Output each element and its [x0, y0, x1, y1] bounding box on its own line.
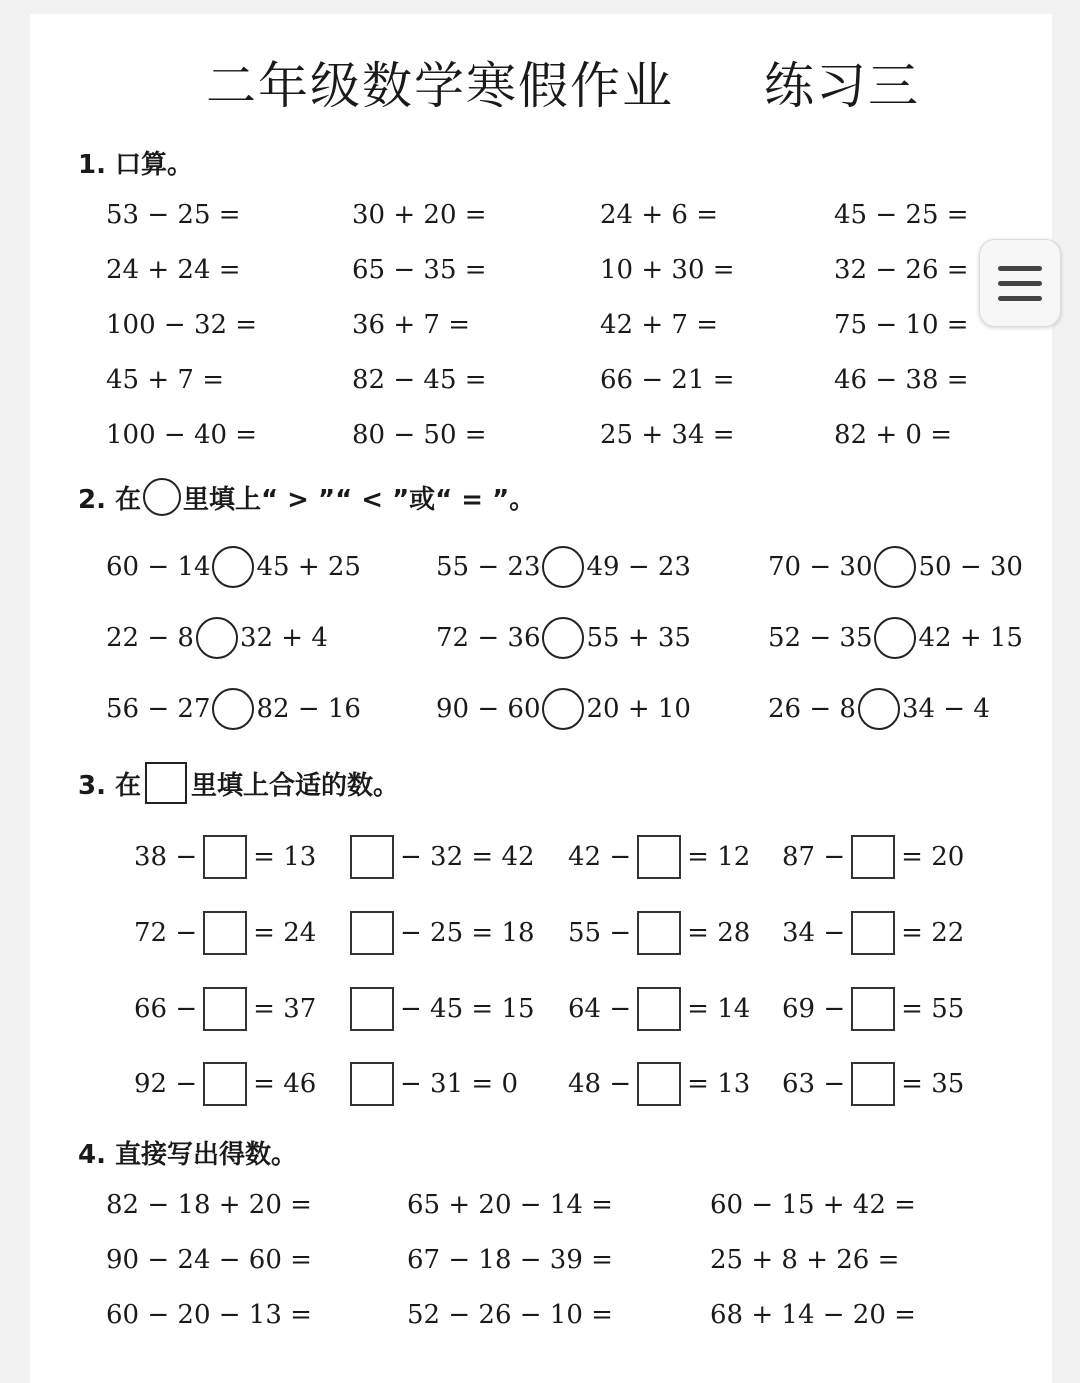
compare-right: 45 + 25 [256, 552, 361, 582]
fill-blank-problem [134, 987, 316, 1031]
oral-calc-problem: 53 − 25 = [106, 200, 241, 230]
fill-answer-box[interactable] [851, 835, 895, 879]
oral-calc-problem: 45 − 25 = [834, 200, 969, 230]
fill-right: = 35 [901, 1069, 965, 1099]
fill-left: 69 − [782, 994, 846, 1024]
oral-calc-problem: 80 − 50 = [352, 420, 487, 450]
compare-left: 60 − 14 [106, 552, 211, 582]
fill-blank-problem [134, 835, 316, 879]
oral-calc-problem: 10 + 30 = [600, 255, 735, 285]
compare-answer-circle[interactable] [874, 617, 916, 659]
fill-left: 66 − [134, 994, 198, 1024]
fill-right: = 20 [901, 842, 965, 872]
menu-button[interactable] [979, 239, 1061, 327]
compare-right: 42 + 15 [918, 623, 1023, 653]
fill-blank-problem [568, 835, 750, 879]
compare-left: 70 − 30 [768, 552, 873, 582]
fill-right: − 25 = 18 [400, 918, 535, 948]
fill-answer-box[interactable] [350, 987, 394, 1031]
oral-calc-problem: 24 + 24 = [106, 255, 241, 285]
fill-answer-box[interactable] [637, 835, 681, 879]
compare-problem [436, 688, 691, 730]
compare-right: 20 + 10 [586, 694, 691, 724]
fill-blank-problem [344, 987, 535, 1031]
fill-left: 48 − [568, 1069, 632, 1099]
oral-calc-problem: 42 + 7 = [600, 310, 718, 340]
fill-answer-box[interactable] [637, 911, 681, 955]
fill-answer-box[interactable] [637, 987, 681, 1031]
mixed-calc-problem: 68 + 14 − 20 = [710, 1300, 916, 1330]
fill-right: = 24 [253, 918, 317, 948]
compare-right: 50 − 30 [918, 552, 1023, 582]
fill-blank-problem [344, 1062, 518, 1106]
compare-problem [768, 617, 1023, 659]
oral-calc-problem: 46 − 38 = [834, 365, 969, 395]
oral-calc-problem: 30 + 20 = [352, 200, 487, 230]
box-placeholder-icon [145, 762, 187, 804]
mixed-calc-problem: 60 − 20 − 13 = [106, 1300, 312, 1330]
fill-right: = 22 [901, 918, 965, 948]
hamburger-menu-icon [998, 281, 1042, 286]
fill-right: = 28 [687, 918, 751, 948]
mixed-calc-problem: 90 − 24 − 60 = [106, 1245, 312, 1275]
fill-blank-problem [568, 987, 750, 1031]
compare-answer-circle[interactable] [542, 546, 584, 588]
oral-calc-problem: 100 − 40 = [106, 420, 258, 450]
fill-left: 72 − [134, 918, 198, 948]
fill-left: 87 − [782, 842, 846, 872]
fill-left: 55 − [568, 918, 632, 948]
oral-calc-problem: 75 − 10 = [834, 310, 969, 340]
compare-right: 82 − 16 [256, 694, 361, 724]
compare-answer-circle[interactable] [874, 546, 916, 588]
compare-problem [436, 617, 691, 659]
compare-answer-circle[interactable] [542, 688, 584, 730]
fill-left: 34 − [782, 918, 846, 948]
fill-right: − 31 = 0 [400, 1069, 518, 1099]
fill-answer-box[interactable] [203, 911, 247, 955]
compare-left: 90 − 60 [436, 694, 541, 724]
mixed-calc-problem: 60 − 15 + 42 = [710, 1190, 916, 1220]
fill-blank-problem [782, 987, 964, 1031]
hamburger-menu-icon [998, 296, 1042, 301]
fill-left: 63 − [782, 1069, 846, 1099]
title-main: 二年级数学寒假作业 [206, 57, 674, 115]
circle-placeholder-icon [143, 478, 181, 516]
compare-problem [106, 688, 361, 730]
compare-problem [768, 546, 1023, 588]
compare-right: 49 − 23 [586, 552, 691, 582]
compare-left: 72 − 36 [436, 623, 541, 653]
compare-answer-circle[interactable] [196, 617, 238, 659]
fill-answer-box[interactable] [203, 987, 247, 1031]
oral-calc-problem: 100 − 32 = [106, 310, 258, 340]
fill-answer-box[interactable] [350, 911, 394, 955]
fill-right: = 12 [687, 842, 751, 872]
fill-left: 38 − [134, 842, 198, 872]
oral-calc-problem: 24 + 6 = [600, 200, 718, 230]
mixed-calc-problem: 52 − 26 − 10 = [407, 1300, 613, 1330]
oral-calc-problem: 82 − 45 = [352, 365, 487, 395]
compare-problem [106, 617, 328, 659]
compare-answer-circle[interactable] [542, 617, 584, 659]
fill-right: = 55 [901, 994, 965, 1024]
mixed-calc-problem: 67 − 18 − 39 = [407, 1245, 613, 1275]
fill-blank-problem [782, 911, 964, 955]
oral-calc-problem: 65 − 35 = [352, 255, 487, 285]
fill-blank-problem [134, 911, 316, 955]
fill-answer-box[interactable] [203, 835, 247, 879]
fill-blank-problem [568, 911, 750, 955]
oral-calc-problem: 66 − 21 = [600, 365, 735, 395]
fill-blank-problem [568, 1062, 750, 1106]
fill-answer-box[interactable] [350, 835, 394, 879]
compare-left: 22 − 8 [106, 623, 194, 653]
page-title [0, 46, 1080, 115]
section-1-heading: 1. 口算。 [78, 150, 194, 180]
compare-left: 26 − 8 [768, 694, 856, 724]
fill-right: = 13 [687, 1069, 751, 1099]
fill-answer-box[interactable] [851, 987, 895, 1031]
compare-right: 34 − 4 [901, 694, 990, 724]
fill-right: = 14 [687, 994, 751, 1024]
compare-problem [768, 688, 990, 730]
oral-calc-problem: 32 − 26 = [834, 255, 969, 285]
fill-right: = 37 [253, 994, 317, 1024]
fill-answer-box[interactable] [851, 911, 895, 955]
fill-left: 64 − [568, 994, 632, 1024]
oral-calc-problem: 45 + 7 = [106, 365, 224, 395]
fill-answer-box[interactable] [350, 1062, 394, 1106]
fill-blank-problem [134, 1062, 316, 1106]
fill-right: = 13 [253, 842, 317, 872]
mixed-calc-problem: 65 + 20 − 14 = [407, 1190, 613, 1220]
compare-problem [436, 546, 691, 588]
compare-answer-circle[interactable] [212, 688, 254, 730]
fill-left: 92 − [134, 1069, 198, 1099]
compare-left: 55 − 23 [436, 552, 541, 582]
section-2-heading: 2. 在 里填上“ > ”“ < ”或“ = ”。 [78, 478, 535, 516]
fill-right: = 46 [253, 1069, 317, 1099]
title-sub: 练习三 [764, 57, 920, 115]
oral-calc-problem: 25 + 34 = [600, 420, 735, 450]
compare-left: 56 − 27 [106, 694, 211, 724]
fill-answer-box[interactable] [203, 1062, 247, 1106]
compare-left: 52 − 35 [768, 623, 873, 653]
compare-right: 32 + 4 [239, 623, 328, 653]
compare-problem [106, 546, 361, 588]
hamburger-menu-icon [998, 266, 1042, 271]
fill-blank-problem [782, 1062, 964, 1106]
fill-left: 42 − [568, 842, 632, 872]
fill-blank-problem [782, 835, 964, 879]
compare-right: 55 + 35 [586, 623, 691, 653]
fill-answer-box[interactable] [851, 1062, 895, 1106]
fill-blank-problem [344, 911, 535, 955]
oral-calc-problem: 82 + 0 = [834, 420, 952, 450]
mixed-calc-problem: 25 + 8 + 26 = [710, 1245, 900, 1275]
oral-calc-problem: 36 + 7 = [352, 310, 470, 340]
fill-answer-box[interactable] [637, 1062, 681, 1106]
fill-right: − 45 = 15 [400, 994, 535, 1024]
fill-right: − 32 = 42 [400, 842, 535, 872]
section-4-heading: 4. 直接写出得数。 [78, 1140, 298, 1170]
section-3-heading: 3. 在 里填上合适的数。 [78, 762, 399, 804]
fill-blank-problem [344, 835, 535, 879]
mixed-calc-problem: 82 − 18 + 20 = [106, 1190, 312, 1220]
compare-answer-circle[interactable] [212, 546, 254, 588]
compare-answer-circle[interactable] [858, 688, 900, 730]
